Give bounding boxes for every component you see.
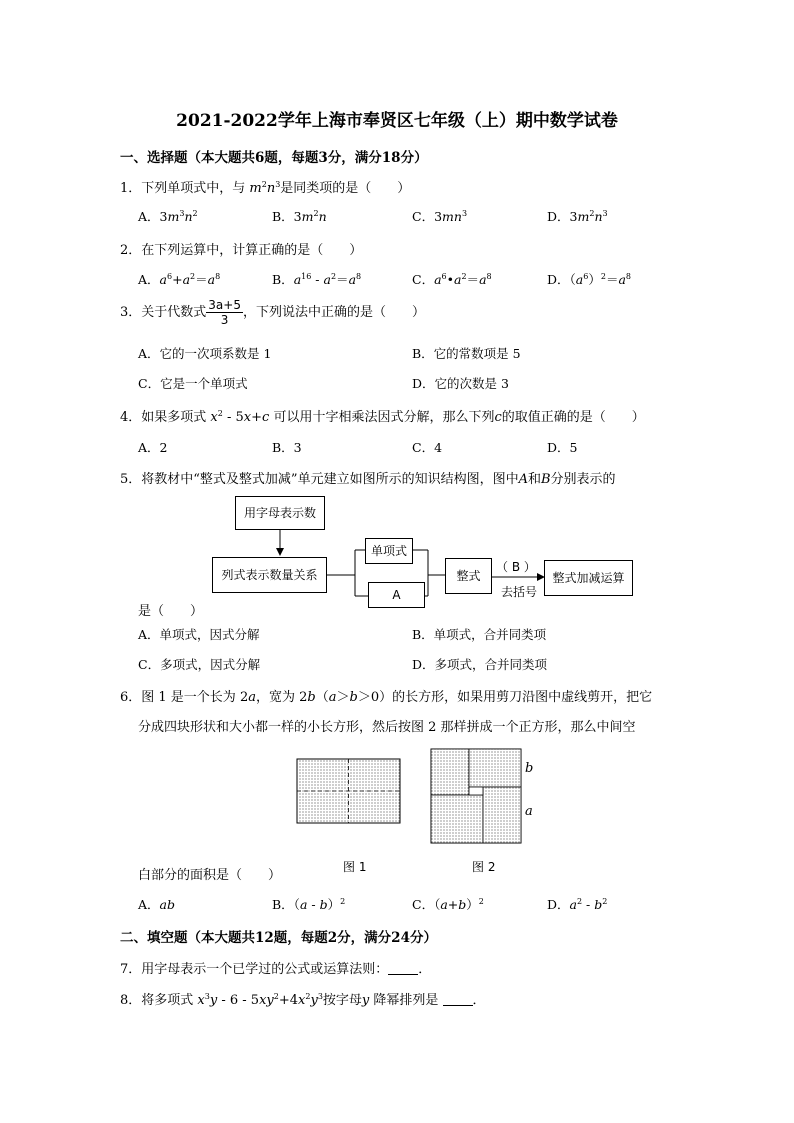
fraction: $\frac{3a+5}{3}$ bbox=[208, 298, 241, 327]
question-6-line-2: 分成四块形状和大小都一样的小长方形，然后按图 2 那样拼成一个正方形，那么中间空 bbox=[138, 720, 636, 735]
diagram-box-a: A bbox=[368, 582, 425, 608]
q4-option-d[interactable]: D．5 bbox=[547, 440, 578, 455]
figure-2-square bbox=[431, 749, 521, 843]
q2-option-b[interactable]: B．$a^{16} - a^2=a^8$ bbox=[272, 272, 362, 287]
q4-option-b[interactable]: B．3 bbox=[272, 440, 302, 455]
q1-option-c[interactable]: C．$3mn^3$ bbox=[412, 209, 468, 224]
question-3-stem: 3．关于代数式 $\frac{3a+5}{3}$ ，下列说法中正确的是（ ） bbox=[120, 298, 425, 327]
q2-option-a[interactable]: A．$a^6+a^2=a^8$ bbox=[138, 272, 221, 287]
answer-blank[interactable] bbox=[388, 963, 418, 975]
question-5-stem: 5．将教材中“整式及整式加减”单元建立如图所示的知识结构图，图中A和B分别表示的 bbox=[120, 472, 616, 487]
q5-option-b[interactable]: B．单项式，合并同类项 bbox=[412, 627, 547, 642]
q2-option-d[interactable]: D．$(a^6)^2=a^8$ bbox=[547, 272, 631, 287]
section-heading-fill: 二、填空题（本大题共12题，每题2分，满分24分） bbox=[120, 930, 437, 946]
diagram-label-remove-brackets: 去括号 bbox=[501, 585, 538, 599]
q2-option-c[interactable]: C．$a^6•a^2=a^8$ bbox=[412, 272, 492, 287]
page-title: 2021-2022学年上海市奉贤区七年级（上）期中数学试卷 bbox=[176, 111, 618, 131]
q6-option-c[interactable]: C．$(a+b)^2$ bbox=[412, 897, 484, 912]
q5-option-d[interactable]: D．多项式，合并同类项 bbox=[412, 657, 548, 672]
q6-option-d[interactable]: D．$a^2 - b^2$ bbox=[547, 897, 608, 912]
q1-option-d[interactable]: D．$3m^2n^3$ bbox=[547, 209, 608, 224]
q3-option-d[interactable]: D．它的次数是 3 bbox=[412, 376, 509, 391]
diagram-box-monomial: 单项式 bbox=[365, 538, 413, 564]
question-7-stem: 7．用字母表示一个已学过的公式或运算法则： ． bbox=[120, 962, 432, 977]
diagram-box-quantity: 列式表示数量关系 bbox=[212, 557, 327, 593]
question-8-stem: 8．将多项式 $x^3y - 6 - 5xy^2+4x^2y^3$按字母y 降幂排列是 ． bbox=[120, 992, 486, 1008]
question-6-line-1: 6．图 1 是一个长为 2a，宽为 2b（a＞b＞0）的长方形，如果用剪刀沿图中虚线剪开，把它 bbox=[120, 690, 653, 705]
q4-option-c[interactable]: C．4 bbox=[412, 440, 443, 455]
q5-option-a[interactable]: A．单项式，因式分解 bbox=[138, 627, 260, 642]
figure-1-caption: 图 1 bbox=[343, 860, 367, 874]
question-5-stem-end: 是（ ） bbox=[138, 604, 204, 619]
diagram-box-letters: 用字母表示数 bbox=[235, 496, 325, 530]
q5-option-c[interactable]: C．多项式，因式分解 bbox=[138, 657, 261, 672]
question-4-stem: 4．如果多项式 $x^2 - 5x+c$ 可以用十字相乘法因式分解，那么下列c的取值正确的是（ ） bbox=[120, 409, 645, 425]
q1-option-a[interactable]: A．$3m^3n^2$ bbox=[138, 209, 198, 224]
q6-figures bbox=[290, 745, 540, 845]
figure-2-label-a: a bbox=[525, 804, 533, 819]
answer-blank[interactable] bbox=[443, 994, 473, 1006]
figure-2-caption: 图 2 bbox=[472, 860, 496, 874]
q3-option-a[interactable]: A．它的一次项系数是 1 bbox=[138, 346, 272, 361]
q3-option-b[interactable]: B．它的常数项是 5 bbox=[412, 346, 521, 361]
diagram-box-integral: 整式 bbox=[445, 558, 492, 594]
q1-option-b[interactable]: B．$3m^2n$ bbox=[272, 209, 327, 224]
diagram-label-b: （ B ） bbox=[496, 560, 536, 574]
q3-option-c[interactable]: C．它是一个单项式 bbox=[138, 376, 248, 391]
question-1-stem: 1．下列单项式中，与 $m^2n^3$是同类项的是（ ） bbox=[120, 180, 411, 196]
figure-1-rectangle bbox=[297, 759, 400, 823]
diagram-box-add-subtract: 整式加减运算 bbox=[544, 560, 633, 596]
section-heading-choice: 一、选择题（本大题共6题，每题3分，满分18分） bbox=[120, 150, 428, 166]
q4-option-a[interactable]: A．2 bbox=[138, 440, 168, 455]
question-2-stem: 2．在下列运算中，计算正确的是（ ） bbox=[120, 243, 363, 258]
q6-option-b[interactable]: B．（a - b）$^2$ bbox=[272, 897, 346, 912]
q6-option-a[interactable]: A．ab bbox=[138, 897, 175, 912]
question-6-line-3: 白部分的面积是（ ） bbox=[138, 868, 282, 883]
figure-2-label-b: b bbox=[525, 761, 534, 776]
